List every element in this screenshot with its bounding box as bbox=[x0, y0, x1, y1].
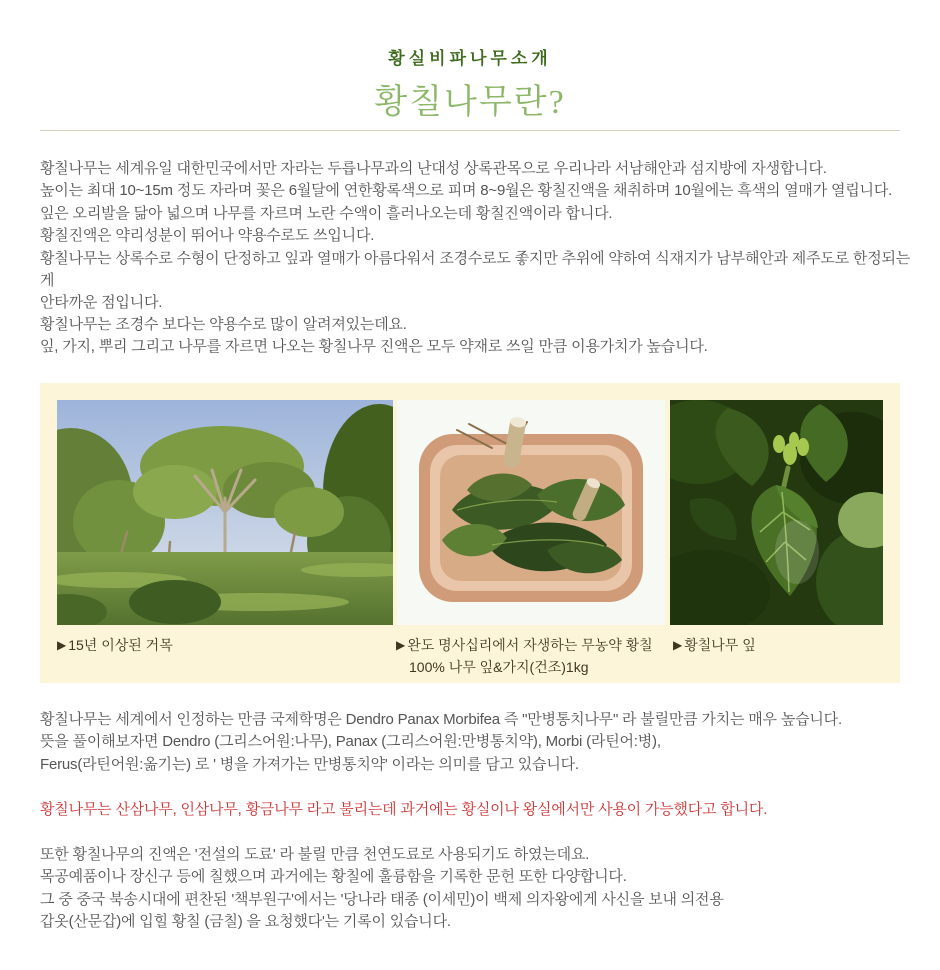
photo-caption-leaf bbox=[673, 635, 756, 657]
scientific-name-paragraph bbox=[40, 709, 912, 776]
text-line: 황칠나무는 조경수 보다는 약용수로 많이 알려져있는데요. bbox=[40, 316, 407, 333]
orchard-illustration bbox=[57, 400, 393, 625]
text-line: 목공예품이나 장신구 등에 칠했으며 과거에는 황칠에 훌륭함을 기록한 문헌 또한 다양합니다. bbox=[40, 868, 627, 886]
text-line: 황칠나무는 상록수로 수형이 단정하고 잎과 열매가 아름다워서 조경수로도 좋지만 추위에 약하여 식재지가 남부해안과 제주도로 한정되는게 bbox=[40, 249, 911, 290]
text-line: Ferus(라틴어원:옮기는) 로 ' 병을 가져가는 만병통치약' 이라는 의미를 담고 있습니다. bbox=[40, 755, 579, 773]
caption-line bbox=[673, 635, 756, 657]
text-line: 뜻을 풀이해보자면 Dendro (그리스어원:나무), Panax (그리스어원:만병통치약), Morbi (라틴어:병), bbox=[40, 733, 661, 751]
caption-line: 100% 나무 잎&가지(건조)1kg bbox=[409, 659, 589, 675]
photo-leaf-basket bbox=[397, 400, 665, 625]
photo-hwangchil-leaf bbox=[670, 400, 883, 625]
usage-paragraph bbox=[40, 314, 912, 359]
text-line: 잎, 가지, 뿌리 그리고 나무를 자르면 나오는 황칠나무 진액은 모두 약재로 쓰일 만큼 이용가치가 높습니다. bbox=[40, 338, 708, 356]
page-subtitle: 황실비파나무소개 bbox=[388, 49, 552, 68]
photo-caption-old-trees bbox=[57, 635, 173, 657]
text-line: 그 중 중국 북송시대에 편찬된 '책부원구'에서는 '당나라 태종 (이세민)이 백제 의자왕에게 사신을 보내 의전용 bbox=[40, 890, 724, 908]
leaf-illustration bbox=[670, 400, 883, 625]
divider bbox=[40, 130, 900, 131]
history-paragraph bbox=[40, 844, 912, 934]
text-line: 안타까운 점입니다. bbox=[40, 294, 163, 312]
photo-old-trees bbox=[57, 400, 393, 625]
triangle-bullet-icon: ▶ bbox=[396, 638, 406, 652]
text-line: 황칠진액은 약리성분이 뛰어나 약용수로도 쓰입니다. bbox=[40, 227, 375, 245]
text-line: 높이는 최대 10~15m 정도 자라며 꽃은 6월달에 연한황록색으로 피며 8~9월은 황칠진액을 채취하며 10월에는 흑색의 열매가 열립니다. bbox=[40, 182, 893, 200]
text-line: 황칠나무는 세계유일 대한민국에서만 자라는 두릅나무과의 난대성 상록관목으로 우리나라 서남해안과 섬지방에 자생합니다. bbox=[40, 160, 827, 177]
royal-use-highlight: 황칠나무는 산삼나무, 인삼나무, 황금나무 라고 불리는데 과거에는 황실이나 왕실에서만 사용이 가능했다고 합니다. bbox=[40, 801, 768, 818]
basket-illustration bbox=[397, 400, 665, 625]
text-line: 황칠나무는 세계에서 인정하는 만큼 국제학명은 Dendro Panax Morbifea 즉 "만병통치나무" 라 불릴만큼 가치는 매우 높습니다. bbox=[40, 711, 842, 728]
text-line: 또한 황칠나무의 진액은 '전설의 도료' 라 불릴 만큼 천연도료로 사용되기도 하였는데요. bbox=[40, 846, 590, 863]
page-title: 황칠나무란? bbox=[374, 84, 566, 121]
caption-line bbox=[396, 635, 653, 657]
text-line: 잎은 오리발을 닮아 넓으며 나무를 자르며 노란 수액이 흘러나오는데 황칠진액이라 합니다. bbox=[40, 204, 613, 222]
intro-paragraph bbox=[40, 158, 912, 315]
triangle-bullet-icon: ▶ bbox=[673, 638, 683, 652]
photo-caption-wando bbox=[396, 635, 653, 678]
caption-text: 완도 명사십리에서 자생하는 무농약 황칠 bbox=[407, 637, 653, 653]
triangle-bullet-icon: ▶ bbox=[57, 638, 67, 652]
photo-panel bbox=[40, 383, 900, 683]
caption-text: 황칠나무 잎 bbox=[684, 637, 756, 653]
caption-line bbox=[57, 635, 173, 657]
caption-text: 15년 이상된 거목 bbox=[68, 637, 173, 653]
text-line: 갑옷(산문갑)에 입힐 황칠 (금칠) 을 요청했다'는 기록이 있습니다. bbox=[40, 913, 451, 931]
